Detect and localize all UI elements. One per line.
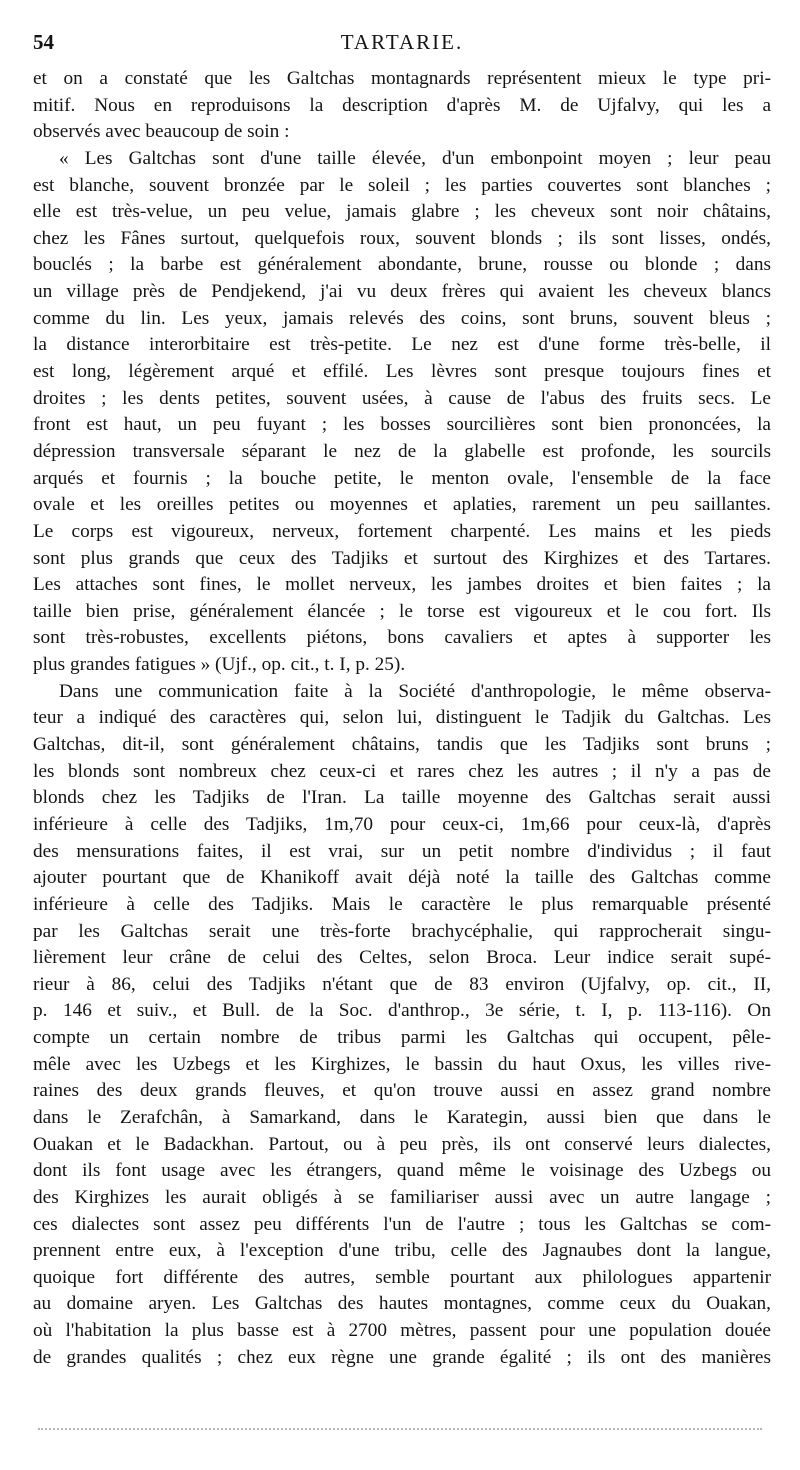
text-line: inférieure à celle des Tadjiks, 1m,70 pour ceux-ci, 1m,66 pour ceux-là, d'après xyxy=(33,813,771,835)
text-line: la distance interorbitaire est très-petite. Le nez est d'une forme très-belle, il xyxy=(33,334,771,356)
text-line: taille bien prise, généralement élancée ; le torse est vigoureux et le cou fort. Ils xyxy=(33,600,771,622)
text-line: mêle avec les Uzbegs et les Kirghizes, le bassin du haut Oxus, les villes rive- xyxy=(33,1053,771,1075)
text-line: où l'habitation la plus basse est à 2700 mètres, passent pour une population douée xyxy=(33,1320,771,1342)
text-line: Les attaches sont fines, le mollet nerveux, les jambes droites et bien faites ; la xyxy=(33,574,771,596)
page-header xyxy=(33,30,771,60)
text-line: sont plus grands que ceux des Tadjiks et surtout des Kirghizes et des Tartares. xyxy=(33,547,771,569)
text-line: dans le Zerafchân, à Samarkand, dans le Karategin, aussi bien que dans le xyxy=(33,1106,771,1128)
text-line: des mensurations faites, il est vrai, sur un petit nombre d'individus ; il faut xyxy=(33,840,771,862)
text-line: observés avec beaucoup de soin : xyxy=(33,121,290,143)
text-line: teur a indiqué des caractères qui, selon lui, distinguent le Tadjik du Galtchas. Les xyxy=(33,707,771,729)
text-line: front est haut, un peu fuyant ; les bosses sourcilières sont bien prononcées, la xyxy=(33,414,771,436)
text-line: et on a constaté que les Galtchas montagnards représentent mieux le type pri- xyxy=(33,68,771,89)
page-number: 54 xyxy=(33,30,54,54)
text-line: p. 146 et suiv., et Bull. de la Soc. d'anthrop., 3e série, t. I, p. 113-116). On xyxy=(33,1000,771,1022)
text-line: arqués et fournis ; la bouche petite, le menton ovale, l'ensemble de la face xyxy=(33,467,771,489)
text-line: dont ils font usage avec les étrangers, quand même le voisinage des Uzbegs ou xyxy=(33,1160,771,1182)
text-line: ces dialectes sont assez peu différents l'un de l'autre ; tous les Galtchas se com- xyxy=(33,1213,771,1235)
text-line: compte un certain nombre de tribus parmi les Galtchas qui occupent, pêle- xyxy=(33,1027,771,1049)
text-line: raines des deux grands fleuves, et qu'on trouve aussi en assez grand nombre xyxy=(33,1080,771,1102)
running-title: TARTARIE. xyxy=(340,30,464,54)
text-line: inférieure à celle des Tadjiks. Mais le caractère le plus remarquable présenté xyxy=(33,893,771,915)
text-line: Galtchas, dit-il, sont généralement châtains, tandis que les Tadjiks sont bruns ; xyxy=(33,734,771,756)
text-line: quoique fort différente des autres, semble pourtant aux philologues appartenir xyxy=(33,1266,771,1288)
text-line: au domaine aryen. Les Galtchas des hautes montagnes, comme ceux du Ouakan, xyxy=(33,1293,771,1315)
text-line: dépression transversale séparant le nez de la glabelle est profonde, les sourcils xyxy=(33,440,771,462)
text-line: ovale et les oreilles petites ou moyennes et aplaties, rarement un peu saillantes. xyxy=(33,494,771,516)
text-line: bouclés ; la barbe est généralement abondante, brune, rousse ou blonde ; dans xyxy=(33,254,771,276)
text-line: ajouter pourtant que de Khanikoff avait déjà noté la taille des Galtchas comme xyxy=(33,867,771,889)
text-line: de grandes qualités ; chez eux règne une grande égalité ; ils ont des manières xyxy=(33,1346,771,1368)
text-line: blonds chez les Tadjiks de l'Iran. La taille moyenne des Galtchas serait aussi xyxy=(33,787,771,809)
text-line: plus grandes fatigues » (Ujf., op. cit., t. I, p. 25). xyxy=(33,654,406,676)
text-line: elle est très-velue, un peu velue, jamais glabre ; les cheveux sont noir châtains, xyxy=(33,201,771,223)
text-line: sont très-robustes, excellents piétons, bons cavaliers et aptes à supporter les xyxy=(33,627,771,649)
text-line: lièrement leur crâne de celui des Celtes, selon Broca. Leur indice serait supé- xyxy=(33,947,771,969)
text-line: des Kirghizes les aurait obligés à se familiariser aussi avec un autre langage ; xyxy=(33,1186,771,1208)
text-line: Le corps est vigoureux, nerveux, fortement charpenté. Les mains et les pieds xyxy=(33,520,771,542)
text-line: comme du lin. Les yeux, jamais relevés des coins, sont bruns, souvent bleus ; xyxy=(33,307,771,329)
text-line: droites ; les dents petites, souvent usées, à cause de l'abus des fruits secs. Le xyxy=(33,387,771,409)
text-line: Dans une communication faite à la Société d'anthropologie, le même observa- xyxy=(59,680,771,702)
text-line: « Les Galtchas sont d'une taille élevée, d'un embonpoint moyen ; leur peau xyxy=(59,147,771,169)
text-line: un village près de Pendjekend, j'ai vu deux frères qui avaient les cheveux blancs xyxy=(33,281,771,303)
text-line: chez les Fânes surtout, quelquefois roux, souvent blonds ; ils sont lisses, ondés, xyxy=(33,227,771,249)
text-line: est long, légèrement arqué et effilé. Les lèvres sont presque toujours fines et xyxy=(33,361,771,383)
text-line: prennent entre eux, à l'exception d'une tribu, celle des Jagnaubes dont la langue, xyxy=(33,1240,771,1262)
text-line: mitif. Nous en reproduisons la description d'après M. de Ujfalvy, qui les a xyxy=(33,94,771,116)
body-text xyxy=(33,66,771,1371)
text-line: est blanche, souvent bronzée par le soleil ; les parties couvertes sont blanches ; xyxy=(33,174,771,196)
bottom-dotted-rule xyxy=(38,1428,762,1430)
text-line: rieur à 86, celui des Tadjiks n'étant que de 83 environ (Ujfalvy, op. cit., II, xyxy=(33,973,771,995)
text-line: les blonds sont nombreux chez ceux-ci et rares chez les autres ; il n'y a pas de xyxy=(33,760,771,782)
text-line: par les Galtchas serait une très-forte brachycéphalie, qui rapprocherait singu- xyxy=(33,920,771,942)
text-line: Ouakan et le Badackhan. Partout, ou à peu près, ils ont conservé leurs dialectes, xyxy=(33,1133,771,1155)
